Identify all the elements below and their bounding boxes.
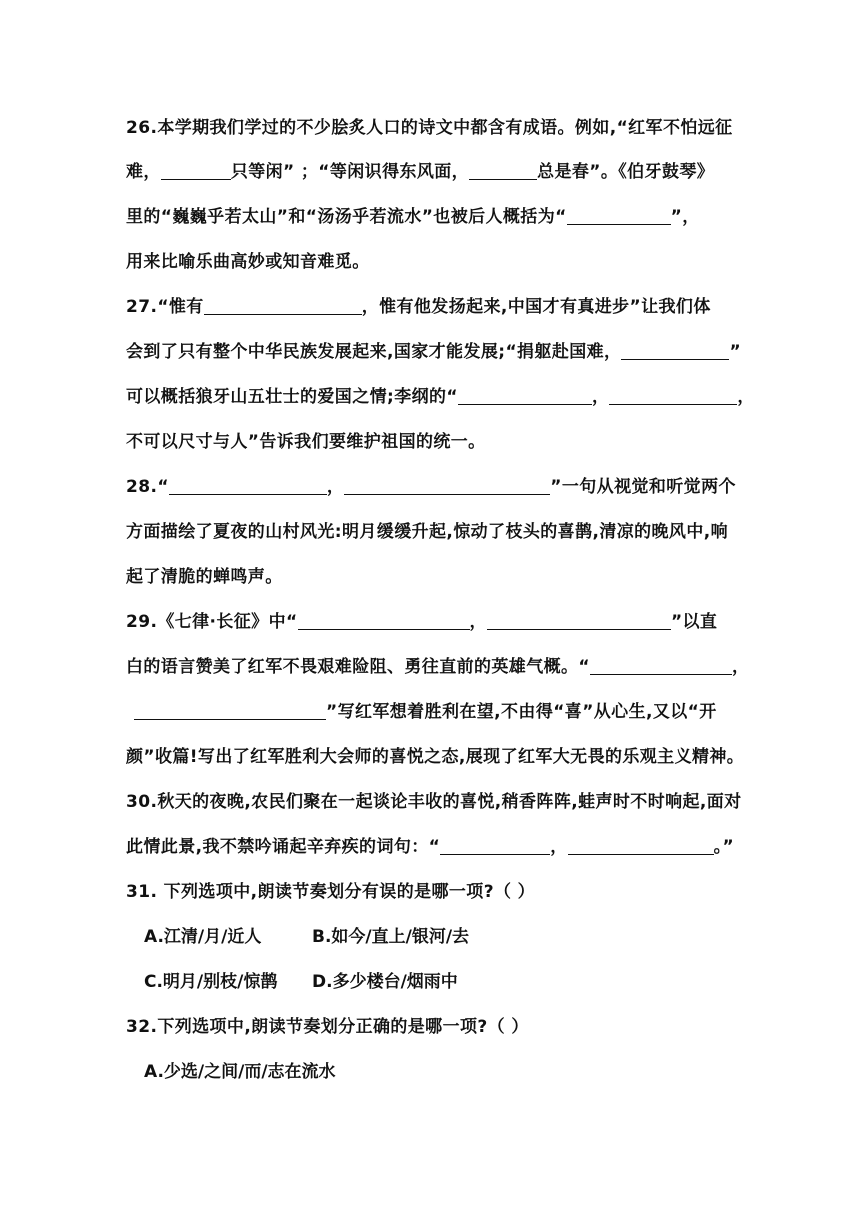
q26-text: 里的“巍巍乎若太山”和“汤汤乎若流水”也被后人概括为“ [126,207,567,227]
answer-blank[interactable] [621,341,729,360]
q27-line-3 [126,386,755,408]
q26-text: 只等闲” ；“等闲识得东风面， [230,162,470,182]
option-label: D.多少楼台/烟雨中 [312,972,458,992]
q27-text: ，惟有他发扬起来,中国才有真进步”让我们体 [361,297,711,317]
q32-option-a[interactable] [144,1061,336,1083]
q27-line-1 [126,296,711,318]
q31-option-a[interactable] [144,926,261,948]
q27-text: 会到了只有整个中华民族发展起来,国家才能发展;“捐躯赴国难， [126,342,622,362]
answer-blank[interactable] [458,386,592,405]
q30-text: 30.秋天的夜晚,农民们聚在一起谈论丰收的喜悦,稍香阵阵,蛙声时不时响起,面对 [126,792,742,812]
q26-line-3 [126,206,700,228]
answer-blank[interactable] [440,836,550,855]
answer-blank[interactable] [161,161,231,180]
q27-text: ， [591,387,610,407]
option-label: B.如今/直上/银河/去 [312,927,470,947]
q26-line-2 [126,161,714,183]
q27-line-4 [126,431,486,453]
q30-text: 此情此景,我不禁吟诵起辛弃疾的词句：“ [126,837,441,857]
q29-text: 白的语言赞美了红军不畏艰难险阻、勇往直前的英雄气概。“ [126,657,590,677]
answer-blank[interactable] [298,611,470,630]
q26-text: 难， [126,162,161,182]
q30-text: 。” [713,837,735,857]
q29-text: 29.《七律·长征》中“ [126,612,298,632]
q30-line-1 [126,791,742,813]
q27-text: 可以概括狼牙山五壮士的爱国之情;李纲的“ [126,387,458,407]
q27-text: 不可以尺寸与人”告诉我们要维护祖国的统一。 [126,432,486,452]
answer-blank[interactable] [134,701,326,720]
q28-text: 方面描绘了夏夜的山村风光:明月缓缓升起,惊动了枝头的喜鹊,清凉的晚风中,响 [126,522,728,542]
answer-blank[interactable] [344,476,550,495]
q28-text: ， [326,477,345,497]
q29-text: ”写红军想着胜利在望,不由得“喜”从心生,又以“开 [326,702,717,722]
q28-text: 起了清脆的蝉鸣声。 [126,567,283,587]
q29-text: ， [731,657,750,677]
option-label: C.明月/别枝/惊鹊 [144,972,278,992]
q26-text: ”， [670,207,700,227]
q26-line-4 [126,251,370,273]
question-stem: 32.下列选项中,朗读节奏划分正确的是哪一项?（ ） [126,1017,529,1037]
q26-text: 用来比喻乐曲高妙或知音难觅。 [126,252,370,272]
q28-line-2 [126,521,728,543]
q29-text: ， [469,612,487,632]
q26-text: 26.本学期我们学过的不少脍炙人口的诗文中都含有成语。例如,“红军不怕远征 [126,118,733,138]
answer-blank[interactable] [609,386,737,405]
q29-text: 颜”收篇!写出了红军胜利大会师的喜悦之态,展现了红军大无畏的乐观主义精神。 [126,747,745,767]
q27-line-2 [126,341,741,363]
q29-line-2 [126,656,749,678]
q28-text: 28.“ [126,477,169,497]
answer-blank[interactable] [567,206,671,225]
q28-text: ”一句从视觉和听觉两个 [550,477,736,497]
q31-stem [126,881,535,903]
q29-line-4 [126,746,744,768]
q27-text: ” [729,342,742,362]
q29-line-3 [134,701,717,723]
option-label: A.江清/月/近人 [144,927,262,947]
answer-blank[interactable] [204,296,362,315]
q28-line-3 [126,566,283,588]
q29-line-1 [126,611,717,633]
option-label: A.少选/之间/而/志在流水 [144,1062,336,1082]
question-stem: 31. 下列选项中,朗读节奏划分有误的是哪一项?（ ） [126,882,536,902]
q30-text: ， [550,837,568,857]
q30-line-2 [126,836,734,858]
q31-option-d[interactable] [312,971,458,993]
q26-text: 总是春”。《伯牙鼓琴》 [537,162,715,182]
answer-blank[interactable] [487,611,671,630]
answer-blank[interactable] [590,656,732,675]
q31-option-c[interactable] [144,971,277,993]
answer-blank[interactable] [568,836,714,855]
q26-line-1 [126,117,733,139]
q27-text: ， [737,387,755,407]
q28-line-1 [126,476,736,498]
q32-stem [126,1016,529,1038]
answer-blank[interactable] [469,161,537,180]
answer-blank[interactable] [169,476,327,495]
q29-text: ”以直 [670,612,718,632]
q31-option-b[interactable] [312,926,469,948]
q27-text: 27.“惟有 [126,297,204,317]
